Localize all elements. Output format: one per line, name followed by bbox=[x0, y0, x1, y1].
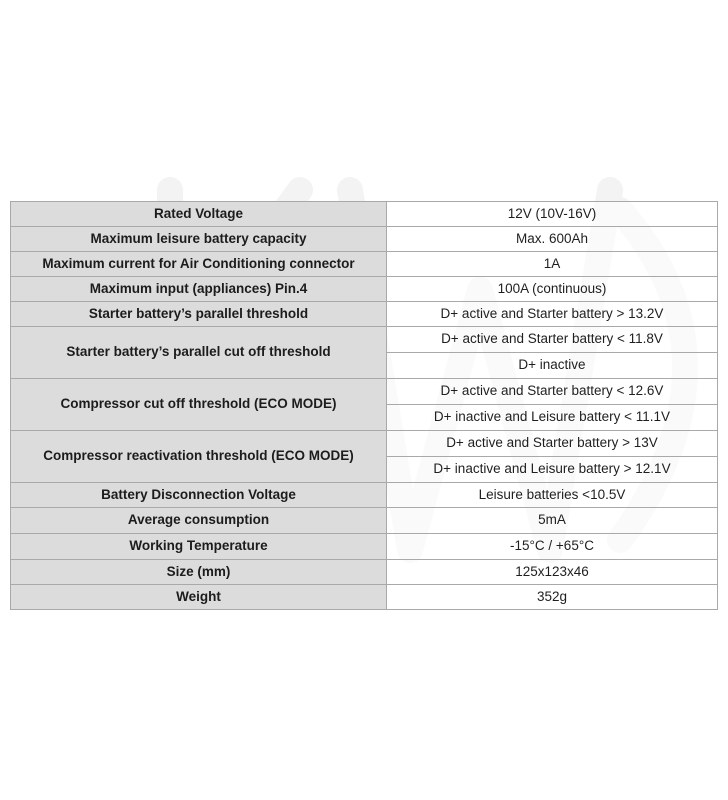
row-value-working-temperature: -15°C / +65°C bbox=[387, 534, 718, 560]
table-row bbox=[11, 277, 718, 302]
row-value-average-consumption: 5mA bbox=[387, 508, 718, 534]
row-label-rated-voltage: Rated Voltage bbox=[11, 202, 387, 227]
row-label-max-leisure-battery-capacity: Maximum leisure battery capacity bbox=[11, 227, 387, 252]
row-label-battery-disconnection-voltage: Battery Disconnection Voltage bbox=[11, 483, 387, 508]
row-label-max-current-ac-connector: Maximum current for Air Conditioning connector bbox=[11, 252, 387, 277]
row-label-max-input-pin4: Maximum input (appliances) Pin.4 bbox=[11, 277, 387, 302]
row-label-average-consumption: Average consumption bbox=[11, 508, 387, 534]
table-row bbox=[11, 227, 718, 252]
row-value-max-current-ac-connector: 1A bbox=[387, 252, 718, 277]
row-value-rated-voltage: 12V (10V-16V) bbox=[387, 202, 718, 227]
row-label-starter-parallel-cutoff: Starter battery’s parallel cut off threshold bbox=[11, 327, 387, 379]
row-label-working-temperature: Working Temperature bbox=[11, 534, 387, 560]
table-row bbox=[11, 534, 718, 560]
row-value-starter-parallel-threshold: D+ active and Starter battery > 13.2V bbox=[387, 302, 718, 327]
row-label-starter-parallel-threshold: Starter battery’s parallel threshold bbox=[11, 302, 387, 327]
table-row bbox=[11, 508, 718, 534]
table-row bbox=[11, 302, 718, 327]
row-label-weight: Weight bbox=[11, 585, 387, 610]
row-value-size: 125x123x46 bbox=[387, 560, 718, 585]
row-value-max-input-pin4: 100A (continuous) bbox=[387, 277, 718, 302]
table-row bbox=[11, 560, 718, 585]
row-value-battery-disconnection-voltage: Leisure batteries <10.5V bbox=[387, 483, 718, 508]
table-row bbox=[11, 585, 718, 610]
row-label-compressor-reactivation: Compressor reactivation threshold (ECO MODE) bbox=[11, 431, 387, 483]
row-value-weight: 352g bbox=[387, 585, 718, 610]
table-row bbox=[11, 483, 718, 508]
row-value-compressor-reactivation-2: D+ inactive and Leisure battery > 12.1V bbox=[387, 457, 718, 483]
table-row bbox=[11, 379, 718, 405]
row-label-compressor-cutoff: Compressor cut off threshold (ECO MODE) bbox=[11, 379, 387, 431]
specifications-table bbox=[10, 201, 718, 610]
row-label-size: Size (mm) bbox=[11, 560, 387, 585]
table-row bbox=[11, 327, 718, 353]
row-value-starter-parallel-cutoff-1: D+ active and Starter battery < 11.8V bbox=[387, 327, 718, 353]
row-value-starter-parallel-cutoff-2: D+ inactive bbox=[387, 353, 718, 379]
row-value-compressor-cutoff-1: D+ active and Starter battery < 12.6V bbox=[387, 379, 718, 405]
table-row bbox=[11, 431, 718, 457]
table-row bbox=[11, 202, 718, 227]
row-value-max-leisure-battery-capacity: Max. 600Ah bbox=[387, 227, 718, 252]
row-value-compressor-reactivation-1: D+ active and Starter battery > 13V bbox=[387, 431, 718, 457]
table-row bbox=[11, 252, 718, 277]
row-value-compressor-cutoff-2: D+ inactive and Leisure battery < 11.1V bbox=[387, 405, 718, 431]
